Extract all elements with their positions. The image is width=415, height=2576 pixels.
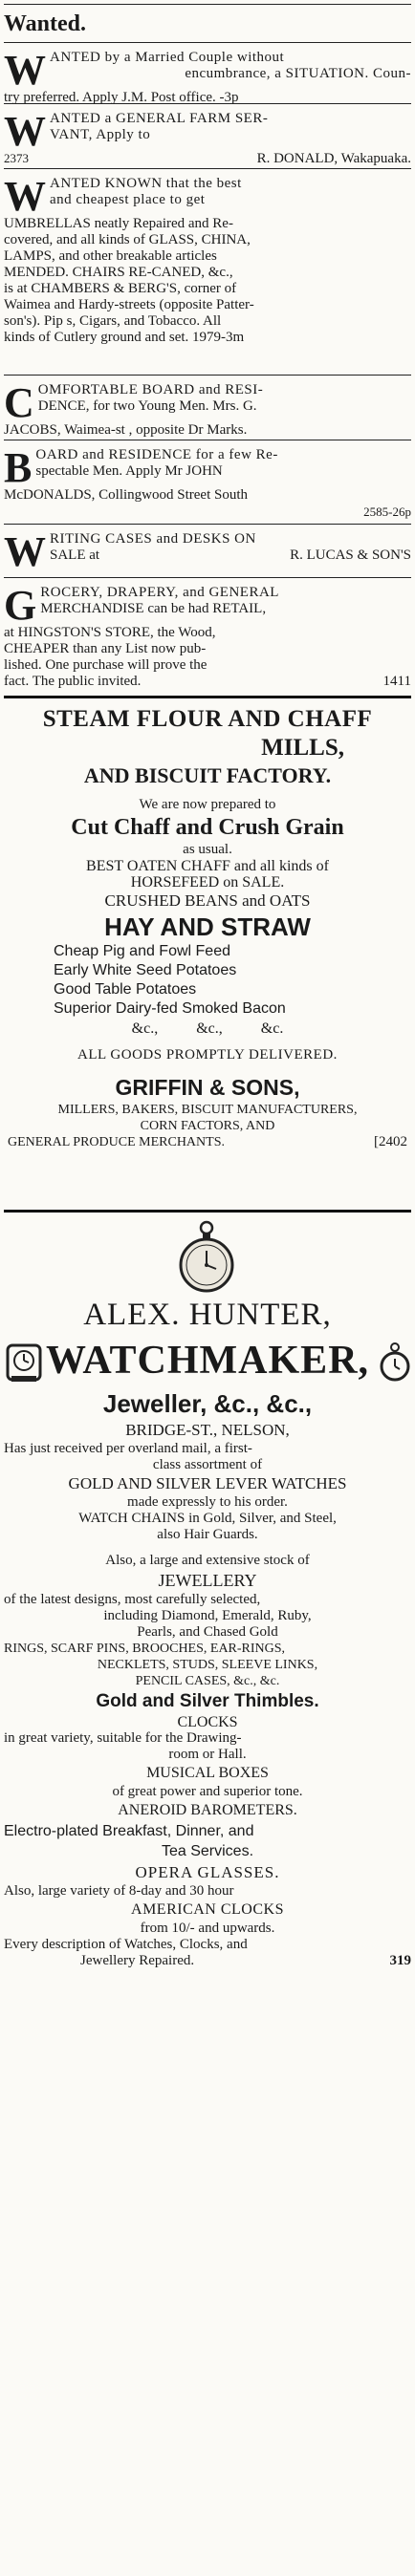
hunter-line: Also, a large and extensive stock of <box>105 1553 310 1568</box>
griffin-line: MILLERS, BAKERS, BISCUIT MANUFACTURERS, <box>57 1103 358 1117</box>
ad-writing-cases <box>4 528 411 575</box>
ad-line: son's). Pip s, Cigars, and Tobacco. All <box>4 313 222 329</box>
ad-griffin-sons <box>4 705 411 1150</box>
ad-line: is at CHAMBERS & BERG'S, corner of <box>4 281 237 296</box>
hunter-name: ALEX. HUNTER, <box>83 1298 332 1332</box>
ad-line: ANTED KNOWN that the best <box>50 176 242 191</box>
griffin-heading: STEAM FLOUR AND CHAFF <box>42 706 373 732</box>
ad-line: Waimea and Hardy-streets (opposite Patter- <box>4 297 254 312</box>
ad-farm-servant <box>4 108 411 167</box>
hunter-feature: GOLD AND SILVER LEVER WATCHES <box>68 1474 347 1492</box>
dropcap: W <box>4 47 46 94</box>
griffin-feature: HAY AND STRAW <box>104 912 311 941</box>
hunter-feature: AMERICAN CLOCKS <box>131 1901 284 1918</box>
ad-line: SALE at <box>50 547 100 563</box>
hunter-line: also Hair Guards. <box>157 1527 258 1542</box>
ad-line: covered, and all kinds of GLASS, CHINA, <box>4 232 251 247</box>
ad-board-residence <box>4 379 411 439</box>
hunter-line: WATCH CHAINS in Gold, Silver, and Steel, <box>78 1511 337 1526</box>
ad-line: JACOBS, Waimea-st , opposite Dr Marks. <box>4 422 248 438</box>
hunter-trade: WATCHMAKER, <box>45 1339 370 1383</box>
header-rule <box>4 42 411 43</box>
dropcap: C <box>4 379 34 426</box>
hunter-line: in great variety, suitable for the Drawing- <box>4 1730 242 1746</box>
griffin-line: BEST OATEN CHAFF and all kinds of <box>86 858 329 874</box>
dropcap: W <box>4 108 46 155</box>
hunter-sub: Jeweller, &c., &c., <box>102 1389 313 1418</box>
griffin-item: Superior Dairy-fed Smoked Bacon <box>54 1000 286 1017</box>
ad-line: spectable Men. Apply Mr JOHN <box>35 463 223 479</box>
ad-number: 319 <box>389 1953 411 1968</box>
ad-line: OARD and RESIDENCE for a few Re- <box>35 447 278 462</box>
ad-signature: R. DONALD, Wakapuaka. <box>256 151 411 166</box>
ad-line: CHEAPER than any List now pub- <box>4 641 207 656</box>
hunter-line: PENCIL CASES, &c., &c. <box>135 1674 280 1688</box>
hunter-feature: Gold and Silver Thimbles. <box>96 1691 319 1711</box>
ad-alex-hunter <box>4 1219 411 1969</box>
ad-line: kinds of Cutlery ground and set. 1979-3m <box>4 330 245 345</box>
hunter-line: Electro-plated Breakfast, Dinner, and <box>4 1823 254 1839</box>
griffin-heading: MILLS, <box>261 735 344 761</box>
hunter-line: Pearls, and Chased Gold <box>137 1624 278 1640</box>
hunter-line: room or Hall. <box>168 1747 247 1762</box>
pocket-watch-icon <box>177 1219 236 1294</box>
griffin-line: CORN FACTORS, AND <box>140 1119 275 1133</box>
ad-line: ROCERY, DRAPERY, and GENERAL <box>40 585 279 600</box>
ad-line: lished. One purchase will prove the <box>4 657 208 673</box>
dropcap: G <box>4 582 37 629</box>
griffin-firm: GRIFFIN & SONS, <box>115 1075 300 1100</box>
hunter-line: Also, large variety of 8-day and 30 hour <box>4 1883 234 1899</box>
hunter-feature: JEWELLERY <box>158 1571 257 1590</box>
griffin-feature: Cut Chaff and Crush Grain <box>71 815 344 840</box>
ad-number: 2585-26p <box>363 504 411 519</box>
griffin-line: GENERAL PRODUCE MERCHANTS. <box>8 1135 225 1149</box>
ad-line: at HINGSTON'S STORE, the Wood, <box>4 625 216 640</box>
griffin-line: ALL GOODS PROMPTLY DELIVERED. <box>77 1047 338 1063</box>
hunter-line: class assortment of <box>152 1457 263 1472</box>
griffin-subheading: AND BISCUIT FACTORY. <box>83 763 332 787</box>
griffin-line: as usual. <box>183 842 232 857</box>
ad-line: ANTED a GENERAL FARM SER- <box>50 111 269 126</box>
hunter-line: of great power and superior tone. <box>112 1784 303 1799</box>
griffin-line: &c., &c., &c. <box>131 1020 284 1037</box>
clock-icon <box>4 1340 44 1384</box>
ad-line: MENDED. CHAIRS RE-CANED, &c., <box>4 265 233 280</box>
ad-line: McDONALDS, Collingwood Street South <box>4 487 248 503</box>
ad-line: MERCHANDISE can be had RETAIL, <box>40 601 267 616</box>
ad-line: LAMPS, and other breakable articles <box>4 248 217 264</box>
griffin-line: CRUSHED BEANS and OATS <box>104 891 311 910</box>
ad-board-respectable <box>4 444 411 520</box>
ad-number: 2373 <box>4 151 29 165</box>
top-rule <box>4 4 411 5</box>
hunter-feature: ANEROID BAROMETERS. <box>118 1802 297 1818</box>
ad-line: and cheapest place to get <box>50 192 206 207</box>
ad-situation-wanted <box>4 47 411 106</box>
ad-line: ANTED by a Married Couple without <box>50 50 285 65</box>
ad-line: RITING CASES and DESKS ON <box>50 531 256 547</box>
hunter-line: including Diamond, Emerald, Ruby, <box>103 1608 312 1623</box>
ad-line: UMBRELLAS neatly Repaired and Re- <box>4 216 233 231</box>
ad-line: DENCE, for two Young Men. Mrs. G. <box>37 398 257 414</box>
ad-rule <box>4 168 411 169</box>
section-title: Wanted. <box>4 11 87 36</box>
griffin-item: Good Table Potatoes <box>54 981 197 998</box>
hunter-line: Jewellery Repaired. <box>80 1953 195 1968</box>
ad-number: 1411 <box>382 674 411 689</box>
griffin-item: Cheap Pig and Fowl Feed <box>54 943 230 959</box>
section-header <box>4 10 411 38</box>
hunter-line: made expressly to his order. <box>127 1494 288 1510</box>
hunter-address: BRIDGE-ST., NELSON, <box>125 1421 290 1439</box>
hunter-line: NECKLETS, STUDS, SLEEVE LINKS, <box>97 1658 318 1672</box>
ad-signature: R. LUCAS & SON'S <box>290 547 411 563</box>
ad-line: encumbrance, a SITUATION. Coun- <box>185 66 411 81</box>
hunter-line: from 10/- and upwards. <box>140 1921 275 1936</box>
hunter-feature: CLOCKS <box>177 1714 238 1730</box>
watch-emblem <box>4 1219 411 1296</box>
dropcap: W <box>4 173 46 220</box>
dropcap: B <box>4 444 33 491</box>
ad-line: OMFORTABLE BOARD and RESI- <box>37 382 264 397</box>
hunter-feature: OPERA GLASSES. <box>135 1863 280 1881</box>
hunter-line: RINGS, SCARF PINS, BROOCHES, EAR-RINGS, <box>4 1642 286 1656</box>
griffin-item: Early White Seed Potatoes <box>54 962 237 978</box>
section-rule <box>4 696 411 698</box>
griffin-line: HORSEFEED on SALE. <box>130 874 285 891</box>
ad-number: [2402 <box>374 1134 407 1149</box>
ad-grocery <box>4 582 411 690</box>
hunter-line: Every description of Watches, Clocks, and <box>4 1937 248 1952</box>
watch-icon <box>379 1342 411 1384</box>
section-rule <box>4 1210 411 1213</box>
ad-umbrellas <box>4 173 411 346</box>
ad-line: fact. The public invited. <box>4 674 142 689</box>
hunter-line: Tea Services. <box>161 1843 254 1859</box>
griffin-intro: We are now prepared to <box>139 797 276 812</box>
ad-rule <box>4 524 411 525</box>
dropcap: W <box>4 528 46 575</box>
ad-line: try preferred. Apply J.M. Post office. -3p <box>4 90 239 105</box>
ad-rule <box>4 375 411 376</box>
ad-rule <box>4 577 411 578</box>
ad-rule <box>4 103 411 104</box>
hunter-line: Has just received per overland mail, a first- <box>4 1441 252 1456</box>
ad-line: VANT, Apply to <box>50 127 151 142</box>
hunter-feature: MUSICAL BOXES <box>146 1765 269 1781</box>
hunter-line: of the latest designs, most carefully selected, <box>4 1592 261 1607</box>
